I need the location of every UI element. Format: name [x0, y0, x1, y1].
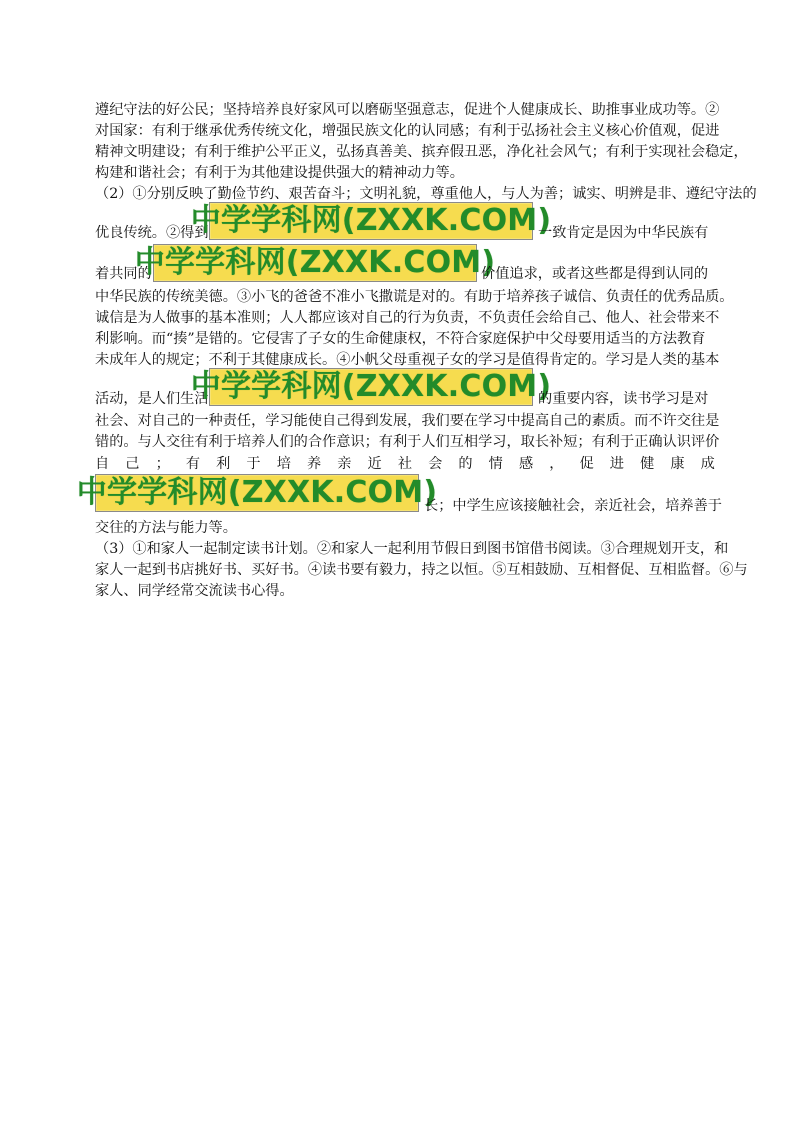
text-line-7b: 价值追求，或者这些都是得到认同的 — [481, 266, 709, 282]
spread-char: ， — [549, 456, 564, 472]
spread-char: 促 — [579, 456, 594, 472]
text-line-8: 中华民族的传统美德。③小飞的爸爸不准小飞撒谎是对的。有助于培养孩子诚信、负责任的优秀品质。 — [95, 289, 734, 305]
spread-char: 社 — [397, 456, 413, 472]
spread-char: 会 — [428, 456, 443, 472]
text-line-10: 利影响。而“揍”是错的。它侵害了子女的生命健康权，不符合家庭保护中父母要用适当的方法教育 — [95, 331, 706, 347]
spread-char: 培 — [276, 456, 291, 472]
text-line-2: 对国家：有利于继承优秀传统文化，增强民族文化的认同感；有利于弘扬社会主义核心价值观，促进 — [95, 123, 720, 139]
watermark-stamp-2: 中学学科网(ZXXK.COM) — [134, 245, 496, 280]
text-line-1: 遵纪守法的好公民；坚持培养良好家风可以磨砺坚强意志，促进个人健康成长、助推事业成功等。② — [95, 102, 720, 118]
spread-char: 康 — [670, 456, 685, 472]
text-line-17: 交往的方法与能力等。 — [95, 520, 237, 536]
text-line-4: 构建和谐社会；有利于为其他建设提供强大的精神动力等。 — [95, 165, 464, 181]
text-line-16: 长；中学生应该接触社会，亲近社会，培养善于 — [424, 498, 722, 514]
text-line-13: 社会、对自己的一种责任，学习能使自己得到发展，我们要在学习中提高自己的素质。而不许交往是 — [95, 413, 720, 429]
spread-char: 自 — [95, 456, 110, 472]
text-line-12b: 的重要内容，读书学习是对 — [538, 391, 709, 407]
watermark-stamp-4: 中学学科网(ZXXK.COM) — [76, 475, 438, 510]
text-line-7a: 着共同的 — [95, 266, 152, 282]
text-line-14: 错的。与人交往有利于培养人们的合作意识；有利于人们互相学习，取长补短；有利于正确认识评价 — [95, 434, 720, 450]
text-line-19: 家人一起到书店挑好书、买好书。④读书要有毅力，持之以恒。⑤互相鼓励、互相督促、互相监督。⑥与 — [95, 562, 748, 578]
text-line-20: 家人、同学经常交流读书心得。 — [95, 583, 294, 599]
watermark-stamp-3: 中学学科网(ZXXK.COM) — [190, 369, 552, 404]
text-line-3: 精神文明建设；有利于维护公平正义，弘扬真善美、摈弃假丑恶，净化社会风气；有利于实现社会稳定， — [95, 144, 748, 160]
spread-char: 近 — [367, 456, 382, 472]
spread-char: 的 — [458, 456, 473, 472]
text-line-12a: 活动，是人们生活 — [95, 391, 209, 407]
spread-char: 健 — [640, 456, 655, 472]
spread-char: 情 — [488, 456, 503, 472]
spread-char: 于 — [246, 456, 261, 472]
spread-char: 利 — [216, 456, 231, 472]
watermark-stamp-1: 中学学科网(ZXXK.COM) — [190, 203, 552, 238]
spread-char: 己 — [125, 456, 140, 472]
text-line-6a: 优良传统。②得到 — [95, 225, 209, 241]
text-line-6b: 一致肯定是因为中华民族有 — [538, 225, 709, 241]
spread-char: 养 — [306, 456, 322, 472]
spread-char: 亲 — [337, 456, 352, 472]
text-line-18: （3）①和家人一起制定读书计划。②和家人一起利用节假日到图书馆借书阅读。③合理规划开支，和 — [95, 541, 729, 557]
text-line-15 — [95, 454, 715, 474]
spread-char: 进 — [609, 456, 624, 472]
text-line-11: 未成年人的规定；不利于其健康成长。④小帆父母重视子女的学习是值得肯定的。学习是人类的基本 — [95, 352, 720, 368]
spread-char: 有 — [185, 456, 201, 472]
spread-char: 感 — [518, 456, 534, 472]
spread-char: ； — [155, 456, 170, 472]
text-line-9: 诚信是为人做事的基本准则；人人都应该对自己的行为负责，不负责任会给自己、他人、社会带来不 — [95, 310, 720, 326]
spread-char: 成 — [700, 456, 715, 472]
text-line-5: （2）①分别反映了勤俭节约、艰苦奋斗；文明礼貌，尊重他人，与人为善；诚实、明辨是非、遵纪守法的 — [95, 186, 757, 202]
